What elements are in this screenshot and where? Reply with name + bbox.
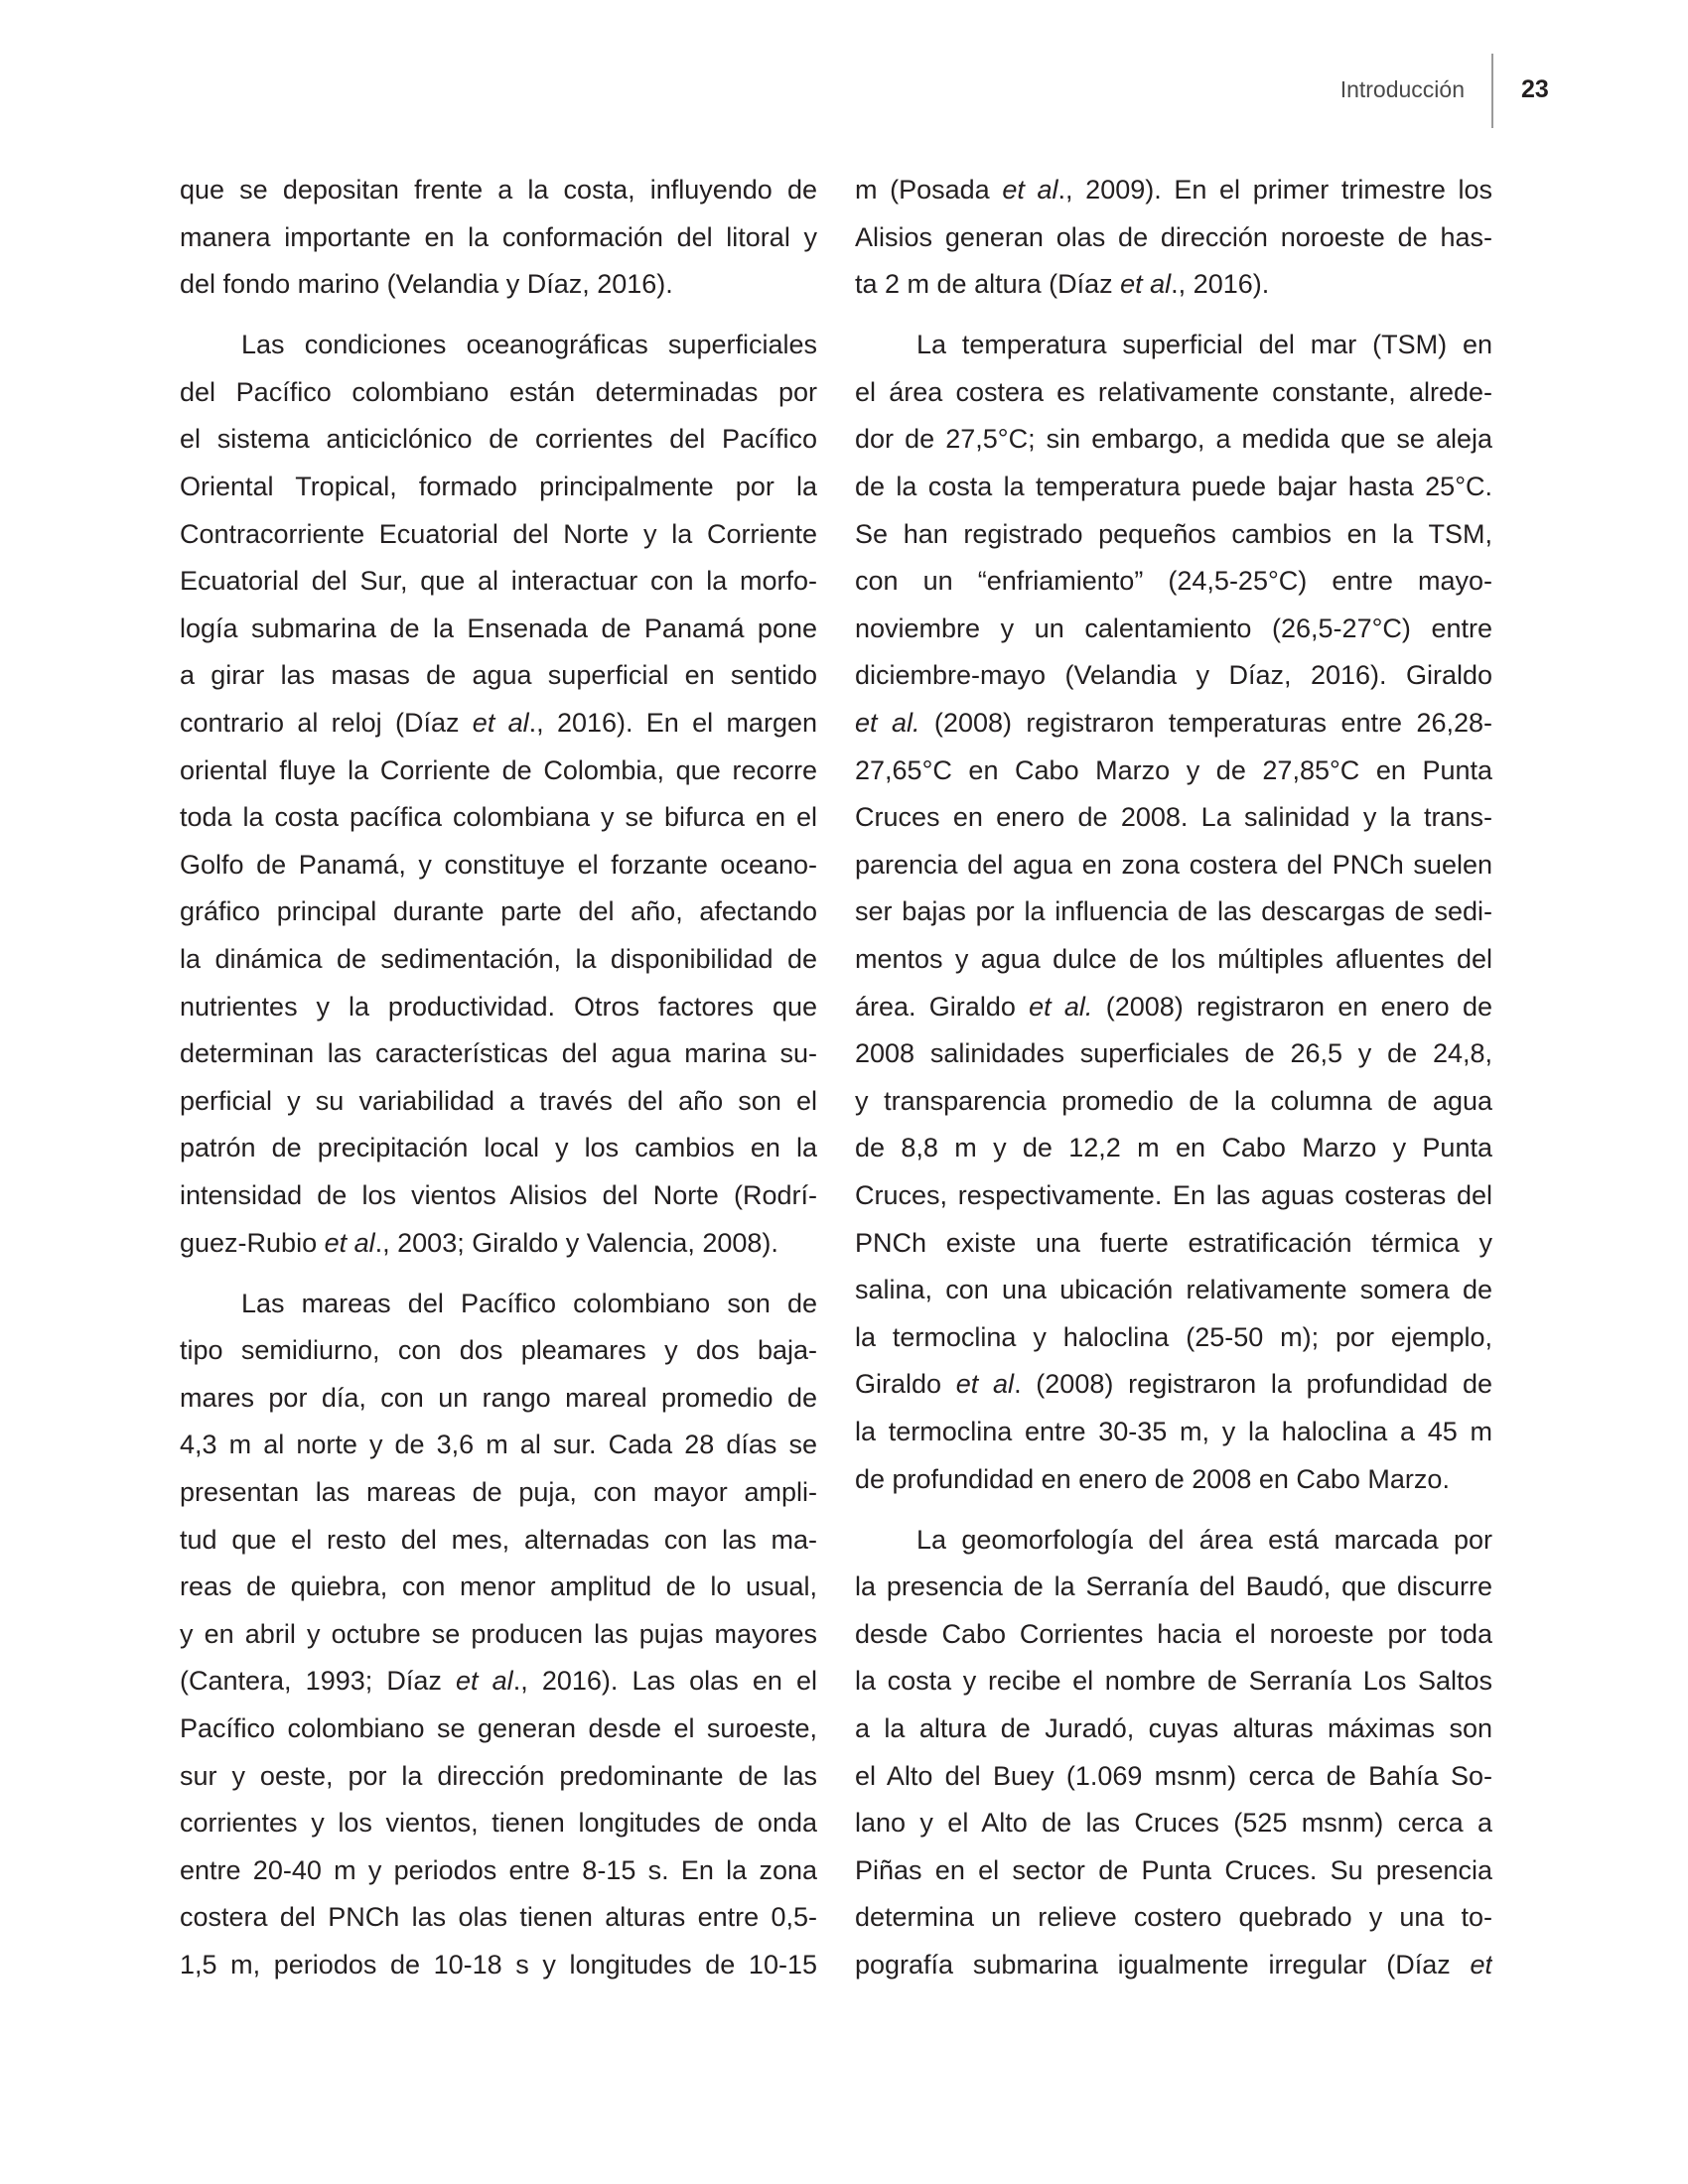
italic-citation: et al [456, 1666, 513, 1697]
text-line: a girar las masas de agua superficial en sentido [180, 660, 817, 691]
text-line: y en abril y octubre se producen las pujas mayores [180, 1618, 817, 1649]
text-line: mares por día, con un rango mareal promedio de [180, 1382, 817, 1413]
text-line [855, 167, 1492, 214]
text-line: la termoclina entre 30-35 m, y la haloclina a 45 m [855, 1416, 1492, 1446]
text-line: el área costera es relativamente constante, alrede- [855, 376, 1492, 407]
text-line: a la altura de Juradó, cuyas alturas máximas son [855, 1713, 1492, 1743]
text-segment: contrario al reloj (Díaz [180, 708, 473, 739]
text-line: 2008 salinidades superficiales de 26,5 y de 24,8, [855, 1038, 1492, 1069]
paragraph [855, 167, 1492, 309]
text-line [180, 1658, 817, 1706]
text-segment: guez-Rubio [180, 1227, 325, 1258]
text-segment: (2008) registraron temperaturas entre 26,28- [919, 708, 1492, 739]
paragraph [180, 322, 817, 1267]
text-line: determina un relieve costero quebrado y una to- [855, 1902, 1492, 1933]
text-line: presentan las mareas de puja, con mayor ampli- [180, 1477, 817, 1508]
text-line: Cruces, respectivamente. En las aguas costeras del [855, 1179, 1492, 1210]
italic-citation: et [1470, 1949, 1492, 1979]
text-line: del Pacífico colombiano están determinadas por [180, 376, 817, 407]
italic-citation: et al [955, 1369, 1015, 1400]
text-line: con un “enfriamiento” (24,5-25°C) entre mayo- [855, 566, 1492, 597]
text-line: y transparencia promedio de la columna de agua [855, 1085, 1492, 1116]
text-line [855, 1942, 1492, 1989]
text-line: Las mareas del Pacífico colombiano son de [241, 1288, 817, 1318]
text-line: Oriental Tropical, formado principalmente por la [180, 472, 817, 502]
text-segment: ta 2 m de altura (Díaz [855, 269, 1121, 300]
text-line: de profundidad en enero de 2008 en Cabo Marzo. [855, 1463, 1450, 1494]
text-line [855, 700, 1492, 748]
text-line: salina, con una ubicación relativamente somera de [855, 1275, 1492, 1305]
text-segment: pografía submarina igualmente irregular (Díaz [855, 1949, 1471, 1979]
text-line: la costa y recibe el nombre de Serranía Los Saltos [855, 1666, 1492, 1697]
text-line: La temperatura superficial del mar (TSM) en [916, 330, 1492, 360]
text-line: Se han registrado pequeños cambios en la TSM, [855, 518, 1492, 549]
text-line: logía submarina de la Ensenada de Panamá pone [180, 613, 817, 643]
text-line [180, 700, 817, 748]
text-line: el Alto del Buey (1.069 msnm) cerca de Bahía So- [855, 1760, 1492, 1791]
paragraph [180, 1281, 817, 1989]
text-line: 1,5 m, periodos de 10-18 s y longitudes de 10-15 [180, 1949, 817, 1979]
text-line: ser bajas por la influencia de las descargas de sedi- [855, 896, 1492, 927]
text-line: que se depositan frente a la costa, influyendo de [180, 175, 817, 205]
italic-citation: et al [324, 1227, 375, 1258]
paragraph [180, 167, 817, 309]
text-line: la presencia de la Serranía del Baudó, que discurre [855, 1571, 1492, 1602]
paragraph [855, 1517, 1492, 1989]
text-line: costera del PNCh las olas tienen alturas entre 0,5- [180, 1902, 817, 1933]
text-line: de 8,8 m y de 12,2 m en Cabo Marzo y Punta [855, 1133, 1492, 1163]
text-line: 4,3 m al norte y de 3,6 m al sur. Cada 28 días se [180, 1430, 817, 1460]
left-column [180, 167, 817, 1989]
text-line [855, 1361, 1492, 1409]
text-segment: (2008) registraron en enero de [1092, 991, 1492, 1022]
text-line [855, 261, 1492, 309]
text-segment: ., 2009). En el primer trimestre los [1057, 175, 1492, 205]
text-line: toda la costa pacífica colombiana y se bifurca en el [180, 802, 817, 833]
right-column [855, 167, 1492, 1989]
text-segment: ., 2003; Giraldo y Valencia, 2008). [374, 1227, 778, 1258]
italic-citation: et al. [855, 708, 920, 739]
italic-citation: et al [1120, 269, 1172, 300]
italic-citation: et al [1002, 175, 1058, 205]
italic-citation: et al. [1029, 991, 1093, 1022]
text-line: oriental fluye la Corriente de Colombia, que recorre [180, 754, 817, 785]
text-line: Pacífico colombiano se generan desde el suroeste, [180, 1713, 817, 1743]
text-line: la termoclina y haloclina (25-50 m); por ejemplo, [855, 1321, 1492, 1352]
text-line: tipo semidiurno, con dos pleamares y dos baja- [180, 1335, 817, 1366]
text-line: reas de quiebra, con menor amplitud de lo usual, [180, 1571, 817, 1602]
text-line: noviembre y un calentamiento (26,5-27°C) entre [855, 613, 1492, 643]
text-line: mentos y agua dulce de los múltiples afluentes del [855, 944, 1492, 974]
text-line: intensidad de los vientos Alisios del Norte (Rodrí- [180, 1179, 817, 1210]
text-line: determinan las características del agua marina su- [180, 1038, 817, 1069]
text-segment: ., 2016). En el margen [528, 708, 817, 739]
text-line: lano y el Alto de las Cruces (525 msnm) cerca a [855, 1808, 1492, 1839]
text-line: gráfico principal durante parte del año, afectando [180, 896, 817, 927]
text-line [855, 984, 1492, 1031]
text-line: Cruces en enero de 2008. La salinidad y la trans- [855, 802, 1492, 833]
text-segment: área. Giraldo [855, 991, 1030, 1022]
header-divider [1491, 54, 1493, 128]
text-line: corrientes y los vientos, tienen longitudes de onda [180, 1808, 817, 1839]
text-line: Ecuatorial del Sur, que al interactuar con la morfo- [180, 566, 817, 597]
text-line: Golfo de Panamá, y constituye el forzante oceano- [180, 849, 817, 880]
text-line: 27,65°C en Cabo Marzo y de 27,85°C en Punta [855, 754, 1492, 785]
text-line: diciembre-mayo (Velandia y Díaz, 2016). Giraldo [855, 660, 1492, 691]
text-line: desde Cabo Corrientes hacia el noroeste por toda [855, 1618, 1492, 1649]
text-line: tud que el resto del mes, alternadas con las ma- [180, 1524, 817, 1555]
text-segment: m (Posada [855, 175, 1003, 205]
text-segment: . (2008) registraron la profundidad de [1014, 1369, 1492, 1400]
running-header-section-title: Introducción [1339, 76, 1465, 102]
text-line: Piñas en el sector de Punta Cruces. Su presencia [855, 1854, 1492, 1885]
italic-citation: et al [472, 708, 529, 739]
paragraph [855, 322, 1492, 1503]
text-line: de la costa la temperatura puede bajar hasta 25°C. [855, 472, 1492, 502]
text-line: perficial y su variabilidad a través del año son el [180, 1085, 817, 1116]
text-line: Alisios generan olas de dirección noroeste de has- [855, 221, 1492, 252]
text-segment: ., 2016). [1171, 269, 1270, 300]
text-line [180, 1220, 817, 1268]
text-line: el sistema anticiclónico de corrientes del Pacífico [180, 424, 817, 455]
text-line: PNCh existe una fuerte estratificación térmica y [855, 1227, 1492, 1258]
text-line: parencia del agua en zona costera del PNCh suelen [855, 849, 1492, 880]
text-segment: (Cantera, 1993; Díaz [180, 1666, 457, 1697]
text-line: sur y oeste, por la dirección predominante de las [180, 1760, 817, 1791]
text-line: La geomorfología del área está marcada por [916, 1524, 1492, 1555]
text-line: dor de 27,5°C; sin embargo, a medida que se aleja [855, 424, 1492, 455]
page-number: 23 [1521, 75, 1549, 103]
text-segment: Giraldo [855, 1369, 956, 1400]
text-line: patrón de precipitación local y los cambios en la [180, 1133, 817, 1163]
text-line: manera importante en la conformación del litoral y [180, 221, 817, 252]
text-line: nutrientes y la productividad. Otros factores que [180, 991, 817, 1022]
text-segment: ., 2016). Las olas en el [512, 1666, 817, 1697]
text-line: del fondo marino (Velandia y Díaz, 2016). [180, 269, 673, 300]
text-line: Las condiciones oceanográficas superficiales [241, 330, 817, 360]
text-line: entre 20-40 m y periodos entre 8-15 s. En la zona [180, 1854, 817, 1885]
text-line: la dinámica de sedimentación, la disponibilidad de [180, 944, 817, 974]
text-line: Contracorriente Ecuatorial del Norte y la Corriente [180, 518, 817, 549]
